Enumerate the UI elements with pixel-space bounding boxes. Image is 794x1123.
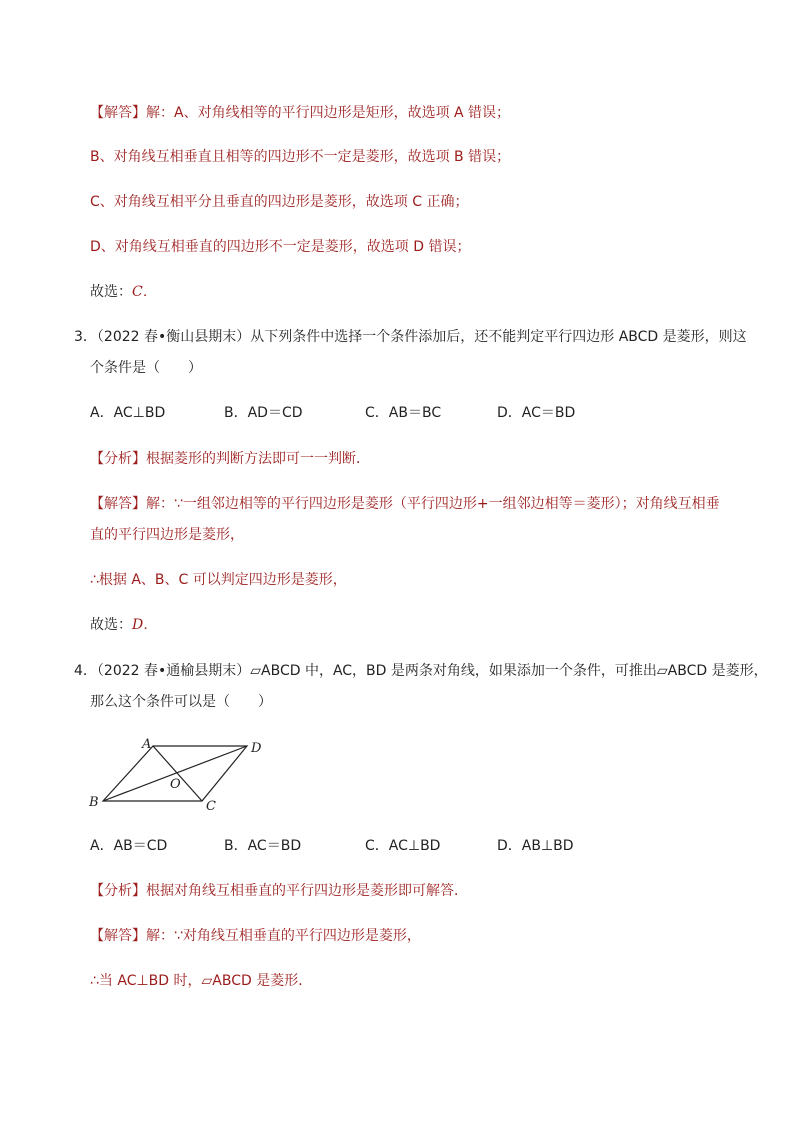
conclusion-answer: C． — [132, 284, 157, 300]
analysis-text: 根据菱形的判断方法即可一一判断． — [146, 451, 370, 467]
q4-option-c: C．AC⊥BD — [365, 838, 441, 854]
q4-option-b: B．AC＝BD — [224, 838, 302, 854]
solution-line-1 — [90, 103, 510, 123]
label-d: D — [251, 741, 262, 756]
analysis-text: 根据对角线互相垂直的平行四边形是菱形即可解答． — [146, 883, 468, 899]
answer-text: 解：∵对角线互相垂直的平行四边形是菱形， — [146, 928, 421, 944]
q4-stem-line-1: 4．（2022 春•通榆县期末）▱ABCD 中，AC，BD 是两条对角线，如果添加一个条件，可推出▱ABCD 是菱形， — [74, 663, 768, 679]
answer-text: 解：A、对角线相等的平行四边形是矩形，故选项 A 错误； — [146, 105, 511, 121]
q3-stem-line-1: 3．（2022 春•衡山县期末）从下列条件中选择一个条件添加后，还不能判定平行四边形 ABCD 是菱形，则这 — [74, 329, 747, 345]
conclusion-label: 故选： — [90, 617, 132, 633]
q4-option-a: A．AB＝CD — [90, 838, 168, 854]
parallelogram-figure — [80, 730, 280, 815]
q3-answer-line-1 — [90, 494, 720, 514]
q3-option-a: A．AC⊥BD — [90, 405, 166, 421]
solution-line-2: B、对角线互相垂直且相等的四边形不一定是菱形，故选项 B 错误； — [90, 149, 511, 165]
answer-tag: 【解答】 — [90, 496, 146, 512]
conclusion-label: 故选： — [90, 284, 132, 300]
answer-tag: 【解答】 — [90, 928, 146, 944]
q4-option-d: D．AB⊥BD — [497, 838, 574, 854]
label-a: A — [142, 737, 152, 752]
label-c: C — [206, 799, 216, 814]
analysis-tag: 【分析】 — [90, 451, 146, 467]
label-b: B — [89, 795, 99, 810]
diagonal-ac — [153, 746, 202, 801]
solution-line-3: C、对角线互相平分且垂直的四边形是菱形，故选项 C 正确； — [90, 194, 469, 210]
q3-answer-line-2: 直的平行四边形是菱形， — [90, 527, 244, 543]
q3-stem-line-2: 个条件是（ ） — [90, 360, 202, 376]
q4-stem-line-2: 那么这个条件可以是（ ） — [90, 694, 272, 710]
conclusion-answer: D． — [132, 617, 158, 633]
q3-option-c: C．AB＝BC — [365, 405, 442, 421]
q3-option-b: B．AD＝CD — [224, 405, 303, 421]
answer-text: 解：∵一组邻边相等的平行四边形是菱形（平行四边形+一组邻边相等＝菱形）；对角线互相垂 — [146, 496, 720, 512]
q3-answer-line-3: ∴根据 A、B、C 可以判定四边形是菱形， — [90, 572, 347, 588]
label-o: O — [170, 777, 181, 792]
q3-option-d: D．AC＝BD — [497, 405, 576, 421]
q4-answer-line-2: ∴当 AC⊥BD 时，▱ABCD 是菱形． — [90, 973, 313, 989]
solution-line-4: D、对角线互相垂直的四边形不一定是菱形，故选项 D 错误； — [90, 239, 471, 255]
diagonal-bd — [103, 746, 247, 801]
q3-conclusion — [90, 615, 157, 635]
solution-conclusion — [90, 282, 157, 302]
q4-analysis — [90, 881, 468, 901]
answer-tag: 【解答】 — [90, 105, 146, 121]
q3-analysis — [90, 449, 370, 469]
q4-answer-line-1 — [90, 926, 421, 946]
analysis-tag: 【分析】 — [90, 883, 146, 899]
